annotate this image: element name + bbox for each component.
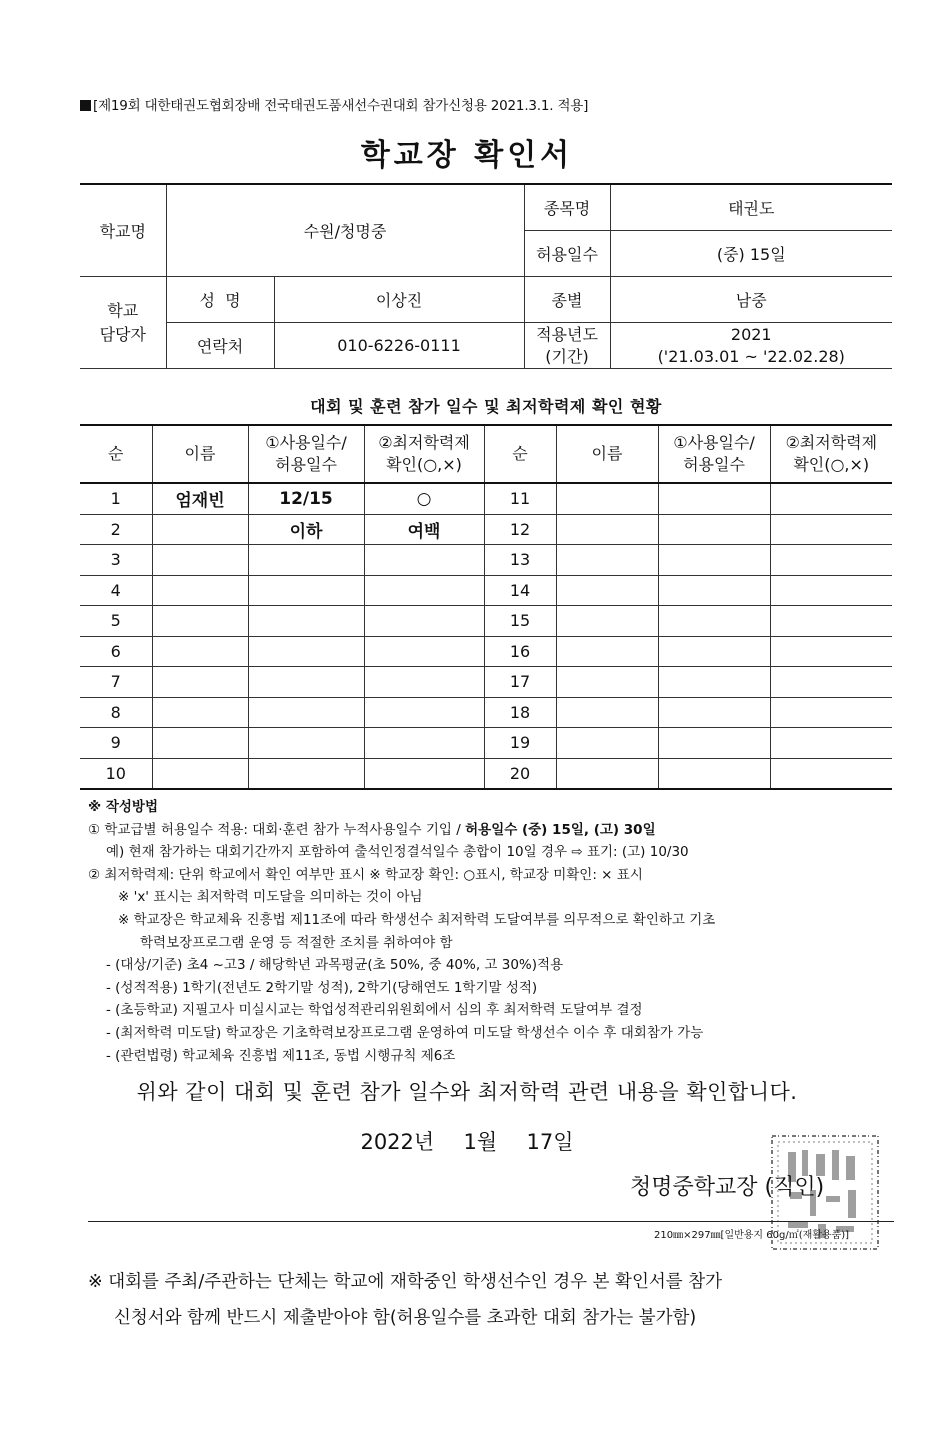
used-days	[658, 575, 770, 606]
min-academic-check	[770, 514, 892, 545]
used-days	[658, 728, 770, 759]
used-days	[658, 483, 770, 514]
school-value: 수원/청명중	[166, 184, 524, 277]
used-days	[658, 606, 770, 637]
table-header-row	[80, 425, 892, 483]
form-notice-text: [제19회 대한태권도협회장배 전국태권도품새선수권대회 참가신청용 2021.3.1. 적용]	[93, 98, 589, 114]
used-days	[658, 514, 770, 545]
used-days: 12/15	[248, 483, 364, 514]
student-name	[556, 697, 658, 728]
student-name	[152, 636, 248, 667]
student-name: 엄재빈	[152, 483, 248, 514]
square-bullet-icon	[80, 100, 91, 111]
row-number: 11	[484, 483, 556, 514]
table-row	[80, 697, 892, 728]
row-number: 8	[80, 697, 152, 728]
student-name	[152, 545, 248, 576]
table-row	[80, 483, 892, 514]
min-academic-check	[364, 728, 484, 759]
min-academic-check	[770, 636, 892, 667]
row-number: 15	[484, 606, 556, 637]
min-academic-check	[770, 697, 892, 728]
min-academic-check	[770, 545, 892, 576]
phone-value: 010-6226-0111	[274, 323, 524, 369]
row-number: 9	[80, 728, 152, 759]
category-label: 종별	[524, 277, 610, 323]
used-days: 이하	[248, 514, 364, 545]
note-line: ② 최저학력제: 단위 학교에서 확인 여부만 표시 ※ 학교장 확인: ○표시, 학교장 미확인: × 표시	[88, 866, 643, 883]
row-number: 1	[80, 483, 152, 514]
student-name	[556, 728, 658, 759]
phone-label: 연락처	[166, 323, 274, 369]
student-name	[152, 758, 248, 789]
table-row	[80, 728, 892, 759]
divider-line	[88, 1221, 894, 1222]
allowed-days-label: 허용일수	[524, 231, 610, 277]
note-line: - (성적적용) 1학기(전년도 2학기말 성적), 2학기(당해연도 1학기말 성적)	[106, 979, 538, 996]
student-name	[556, 758, 658, 789]
student-name	[152, 667, 248, 698]
used-days	[248, 728, 364, 759]
used-days	[658, 667, 770, 698]
min-academic-check	[364, 545, 484, 576]
row-number: 13	[484, 545, 556, 576]
note-line: ※ 학교장은 학교체육 진흥법 제11조에 따라 학생선수 최저학력 도달여부를 의무적으로 확인하고 기초	[118, 911, 716, 928]
category-value: 남중	[610, 277, 892, 323]
student-name	[556, 514, 658, 545]
student-name	[152, 606, 248, 637]
student-name	[556, 667, 658, 698]
section-title: 대회 및 훈련 참가 일수 및 최저학력제 확인 현황	[310, 397, 662, 416]
min-academic-check	[364, 697, 484, 728]
event-label: 종목명	[524, 184, 610, 231]
row-number: 14	[484, 575, 556, 606]
school-info-table	[80, 183, 892, 369]
table-row	[80, 758, 892, 789]
used-days	[248, 606, 364, 637]
row-number: 19	[484, 728, 556, 759]
note-line: - (관련법령) 학교체육 진흥법 제11조, 동법 시행규칙 제6조	[106, 1047, 456, 1064]
header-days: ①사용일수/ 허용일수	[248, 425, 364, 483]
header-name: 이름	[152, 425, 248, 483]
row-number: 16	[484, 636, 556, 667]
header-no: 순	[80, 425, 152, 483]
header-check: ②최저학력제 확인(○,×)	[770, 425, 892, 483]
student-name	[556, 606, 658, 637]
submission-footnote	[88, 1264, 898, 1336]
writing-instructions	[88, 796, 898, 1067]
principal-signature: 청명중학교장 (직인)	[630, 1175, 825, 1200]
min-academic-check	[364, 667, 484, 698]
table-row	[80, 545, 892, 576]
note-line: 학력보장프로그램 운영 등 적절한 조치를 취하여야 함	[140, 934, 453, 951]
name-label: 성 명	[166, 277, 274, 323]
used-days	[248, 545, 364, 576]
event-value: 태권도	[610, 184, 892, 231]
student-name	[152, 575, 248, 606]
used-days	[658, 758, 770, 789]
footnote-line: 신청서와 함께 반드시 제출받아야 함(허용일수를 초과한 대회 참가는 불가함)	[114, 1308, 697, 1328]
row-number: 17	[484, 667, 556, 698]
used-days	[658, 636, 770, 667]
row-number: 7	[80, 667, 152, 698]
min-academic-check	[770, 728, 892, 759]
year-value: 2021 ('21.03.01 ~ '22.02.28)	[610, 323, 892, 369]
used-days	[248, 697, 364, 728]
participation-table	[80, 424, 892, 790]
name-value: 이상진	[274, 277, 524, 323]
header-check: ②최저학력제 확인(○,×)	[364, 425, 484, 483]
document-title: 학교장 확인서	[360, 138, 574, 173]
allowed-days-value: (중) 15일	[610, 231, 892, 277]
row-number: 3	[80, 545, 152, 576]
min-academic-check	[364, 758, 484, 789]
min-academic-check: 여백	[364, 514, 484, 545]
header-no: 순	[484, 425, 556, 483]
table-row	[80, 575, 892, 606]
min-academic-check	[770, 483, 892, 514]
table-row	[80, 636, 892, 667]
student-name	[152, 514, 248, 545]
min-academic-check	[770, 758, 892, 789]
row-number: 12	[484, 514, 556, 545]
confirmation-statement: 위와 같이 대회 및 훈련 참가 일수와 최저학력 관련 내용을 확인합니다.	[136, 1080, 798, 1104]
used-days	[248, 758, 364, 789]
year-label: 적용년도 (기간)	[524, 323, 610, 369]
used-days	[658, 697, 770, 728]
used-days	[248, 575, 364, 606]
note-line: 예) 현재 참가하는 대회기간까지 포함하여 출석인정결석일수 총합이 10일 경우 ⇨ 표기: (고) 10/30	[106, 844, 689, 861]
footnote-line: ※ 대회를 주최/주관하는 단체는 학교에 재학중인 학생선수인 경우 본 확인서를 참가	[88, 1272, 723, 1292]
note-line: - (최저학력 미도달) 학교장은 기초학력보장프로그램 운영하여 미도달 학생선수 이수 후 대회참가 가능	[106, 1024, 704, 1041]
student-name	[556, 636, 658, 667]
document-date: 2022년 1월 17일	[360, 1130, 574, 1154]
table-row	[80, 606, 892, 637]
paper-spec: 210㎜×297㎜[일반용지 60g/㎡(재활용품)]	[654, 1230, 850, 1241]
school-label: 학교명	[80, 184, 166, 277]
row-number: 2	[80, 514, 152, 545]
note-line: ① 학교급별 허용일수 적용: 대회·훈련 참가 누적사용일수 기입 / 허용일수 (중) 15일, (고) 30일	[88, 821, 656, 838]
form-notice	[80, 94, 588, 114]
row-number: 10	[80, 758, 152, 789]
student-name	[556, 545, 658, 576]
student-name	[556, 483, 658, 514]
note-line: - (대상/기준) 초4 ~고3 / 해당학년 과목평균(초 50%, 중 40%, 고 30%)적용	[106, 957, 564, 974]
row-number: 6	[80, 636, 152, 667]
row-number: 5	[80, 606, 152, 637]
row-number: 4	[80, 575, 152, 606]
row-number: 18	[484, 697, 556, 728]
used-days	[248, 636, 364, 667]
contact-label: 학교 담당자	[80, 277, 166, 369]
min-academic-check	[364, 606, 484, 637]
min-academic-check	[364, 636, 484, 667]
row-number: 20	[484, 758, 556, 789]
table-row	[80, 514, 892, 545]
header-name: 이름	[556, 425, 658, 483]
student-name	[556, 575, 658, 606]
min-academic-check	[770, 667, 892, 698]
table-row	[80, 667, 892, 698]
student-name	[152, 728, 248, 759]
used-days	[248, 667, 364, 698]
min-academic-check	[364, 575, 484, 606]
header-days: ①사용일수/ 허용일수	[658, 425, 770, 483]
student-name	[152, 697, 248, 728]
min-academic-check: ○	[364, 483, 484, 514]
min-academic-check	[770, 575, 892, 606]
note-line: ※ 'x' 표시는 최저학력 미도달을 의미하는 것이 아님	[118, 889, 423, 906]
used-days	[658, 545, 770, 576]
min-academic-check	[770, 606, 892, 637]
notes-heading: ※ 작성방법	[88, 799, 158, 815]
note-line: - (초등학교) 지필고사 미실시교는 학업성적관리위원회에서 심의 후 최저학력 도달여부 결정	[106, 1002, 643, 1019]
